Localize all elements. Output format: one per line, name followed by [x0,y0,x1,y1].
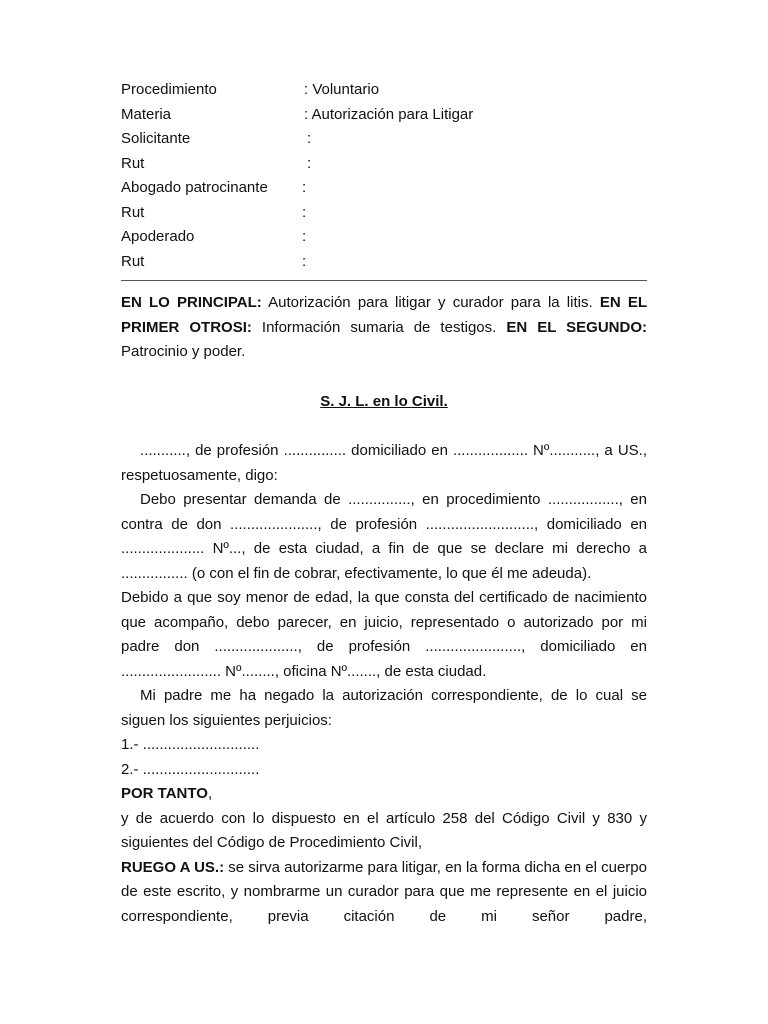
header-label: Rut [121,252,145,270]
header-value: : Autorización para Litigar [304,105,474,123]
document-body [121,439,647,929]
header-label: Apoderado [121,228,195,245]
header-label: Rut [121,203,145,221]
body-paragraph-fundamento: y de acuerdo con lo dispuesto en el artículo 258 del Código Civil y 830 y siguientes del Código de Procedimiento Civil, [121,809,647,851]
court-heading: S. J. L. en lo Civil. [320,392,448,410]
ruego-text: se sirva autorizarme para litigar, en la forma dicha en el cuerpo de este escrito, y nombrarme un curador para que me represente en el juicio correspondiente, previa citación de mi señor padre, [121,858,647,925]
por-tanto-comma: , [207,785,213,802]
header-value: : [302,228,307,245]
body-paragraph-intro: ..........., de profesión ............... domiciliado en .................. Nº..........., a US., respetuosamente, digo: [121,442,647,484]
header-row-procedimiento [121,80,647,105]
por-tanto-label: POR TANTO [121,785,208,802]
list-item: 1.- ............................ [121,736,260,753]
sumilla [121,291,647,365]
body-paragraph-demanda: Debo presentar demanda de ..............., en procedimiento ................., en contra de don ....................., de profesión .........................., domiciliado en .................... Nº..., de esta ciudad, a fin de que se declare mi derecho a ................ (o con el fin de cobrar, efectivamente, lo que él me adeuda). [121,491,647,582]
body-paragraph-negativa: Mi padre me ha negado la autorización correspondiente, de lo cual se siguen los siguientes perjuicios: [121,687,647,729]
por-tanto [121,782,647,807]
header-row-abogado [121,178,647,203]
header-value: : [302,179,307,196]
header-row-rut-abogado [121,203,647,228]
header-divider [121,280,647,281]
header-row-rut-apoderado [121,252,647,277]
header-row-apoderado [121,227,647,252]
body-paragraph-ruego [121,856,647,930]
otrosi1-text: Información sumaria de testigos. [251,318,507,336]
principal-label: EN LO PRINCIPAL: [121,294,262,311]
otrosi2-label: EN EL SEGUNDO: [506,318,647,336]
header-label: Procedimiento [121,81,217,98]
header-row-solicitante [121,129,647,154]
header-value: : [302,252,307,270]
header-label: Rut [121,154,145,172]
header-value: : [307,154,312,172]
principal-text: Autorización para litigar y curador para la litis. [261,294,600,311]
header-value: : Voluntario [304,81,380,98]
header-label: Solicitante [121,130,191,147]
header-label: Abogado patrocinante [121,179,268,196]
otrosi1-label: EN EL PRIMER OTROSI: [121,294,647,336]
header-value: : [307,130,312,147]
header-row-rut [121,154,647,179]
header-row-materia [121,105,647,130]
ruego-label: RUEGO A US.: [121,858,225,876]
body-paragraph-menor: Debido a que soy menor de edad, la que consta del certificado de nacimiento que acompaño, debo parecer, en juicio, representado o autorizado por mi padre don ...................., de profesión ......................., domiciliado en ........................ Nº........, oficina Nº......., de esta ciudad. [121,589,647,680]
otrosi2-text: Patrocinio y poder. [121,343,246,360]
header-value: : [302,203,307,221]
case-header [121,80,647,276]
list-item: 2.- ............................ [121,760,260,778]
header-label: Materia [121,105,172,123]
